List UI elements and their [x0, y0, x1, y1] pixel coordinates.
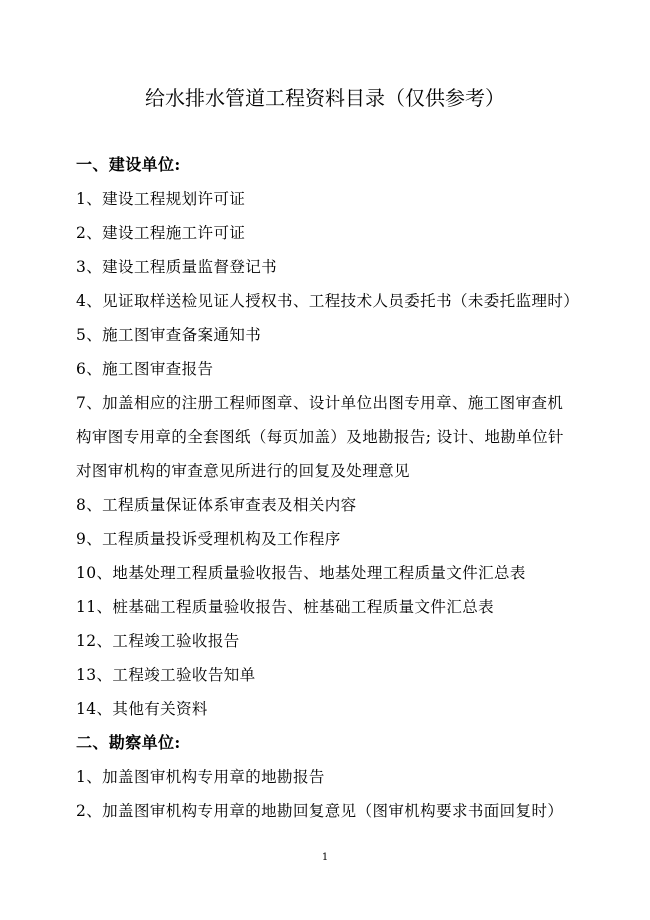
list-item: 4、见证取样送检见证人授权书、工程技术人员委托书（未委托监理时） [76, 292, 580, 310]
list-item: 3、建设工程质量监督登记书 [76, 258, 278, 276]
list-item: 1、加盖图审机构专用章的地勘报告 [76, 768, 325, 786]
list-item: 7、加盖相应的注册工程师图章、设计单位出图专用章、施工图审查机 [76, 394, 564, 412]
list-item: 11、桩基础工程质量验收报告、桩基础工程质量文件汇总表 [76, 598, 495, 616]
list-item: 10、地基处理工程质量验收报告、地基处理工程质量文件汇总表 [76, 564, 526, 582]
document-content [76, 151, 596, 831]
list-item: 12、工程竣工验收报告 [76, 632, 240, 650]
list-item-continued: 构审图专用章的全套图纸（每页加盖）及地勘报告; 设计、地勘单位针 [76, 428, 564, 446]
list-item: 14、其他有关资料 [76, 700, 208, 718]
section-heading-construction-unit: 一、建设单位: [76, 155, 181, 174]
list-item: 5、施工图审查备案通知书 [76, 326, 262, 344]
list-item: 2、建设工程施工许可证 [76, 224, 246, 242]
document-title: 给水排水管道工程资料目录（仅供参考） [145, 86, 505, 110]
list-item: 1、建设工程规划许可证 [76, 190, 246, 208]
section-heading-survey-unit: 二、勘察单位: [76, 733, 181, 752]
list-item: 9、工程质量投诉受理机构及工作程序 [76, 530, 341, 548]
list-item-continued: 对图审机构的审查意见所进行的回复及处理意见 [76, 462, 410, 480]
list-item: 8、工程质量保证体系审查表及相关内容 [76, 496, 357, 514]
list-item: 13、工程竣工验收告知单 [76, 666, 256, 684]
list-item: 6、施工图审查报告 [76, 360, 214, 378]
list-item: 2、加盖图审机构专用章的地勘回复意见（图审机构要求书面回复时） [76, 802, 564, 820]
page-number: 1 [321, 852, 329, 863]
